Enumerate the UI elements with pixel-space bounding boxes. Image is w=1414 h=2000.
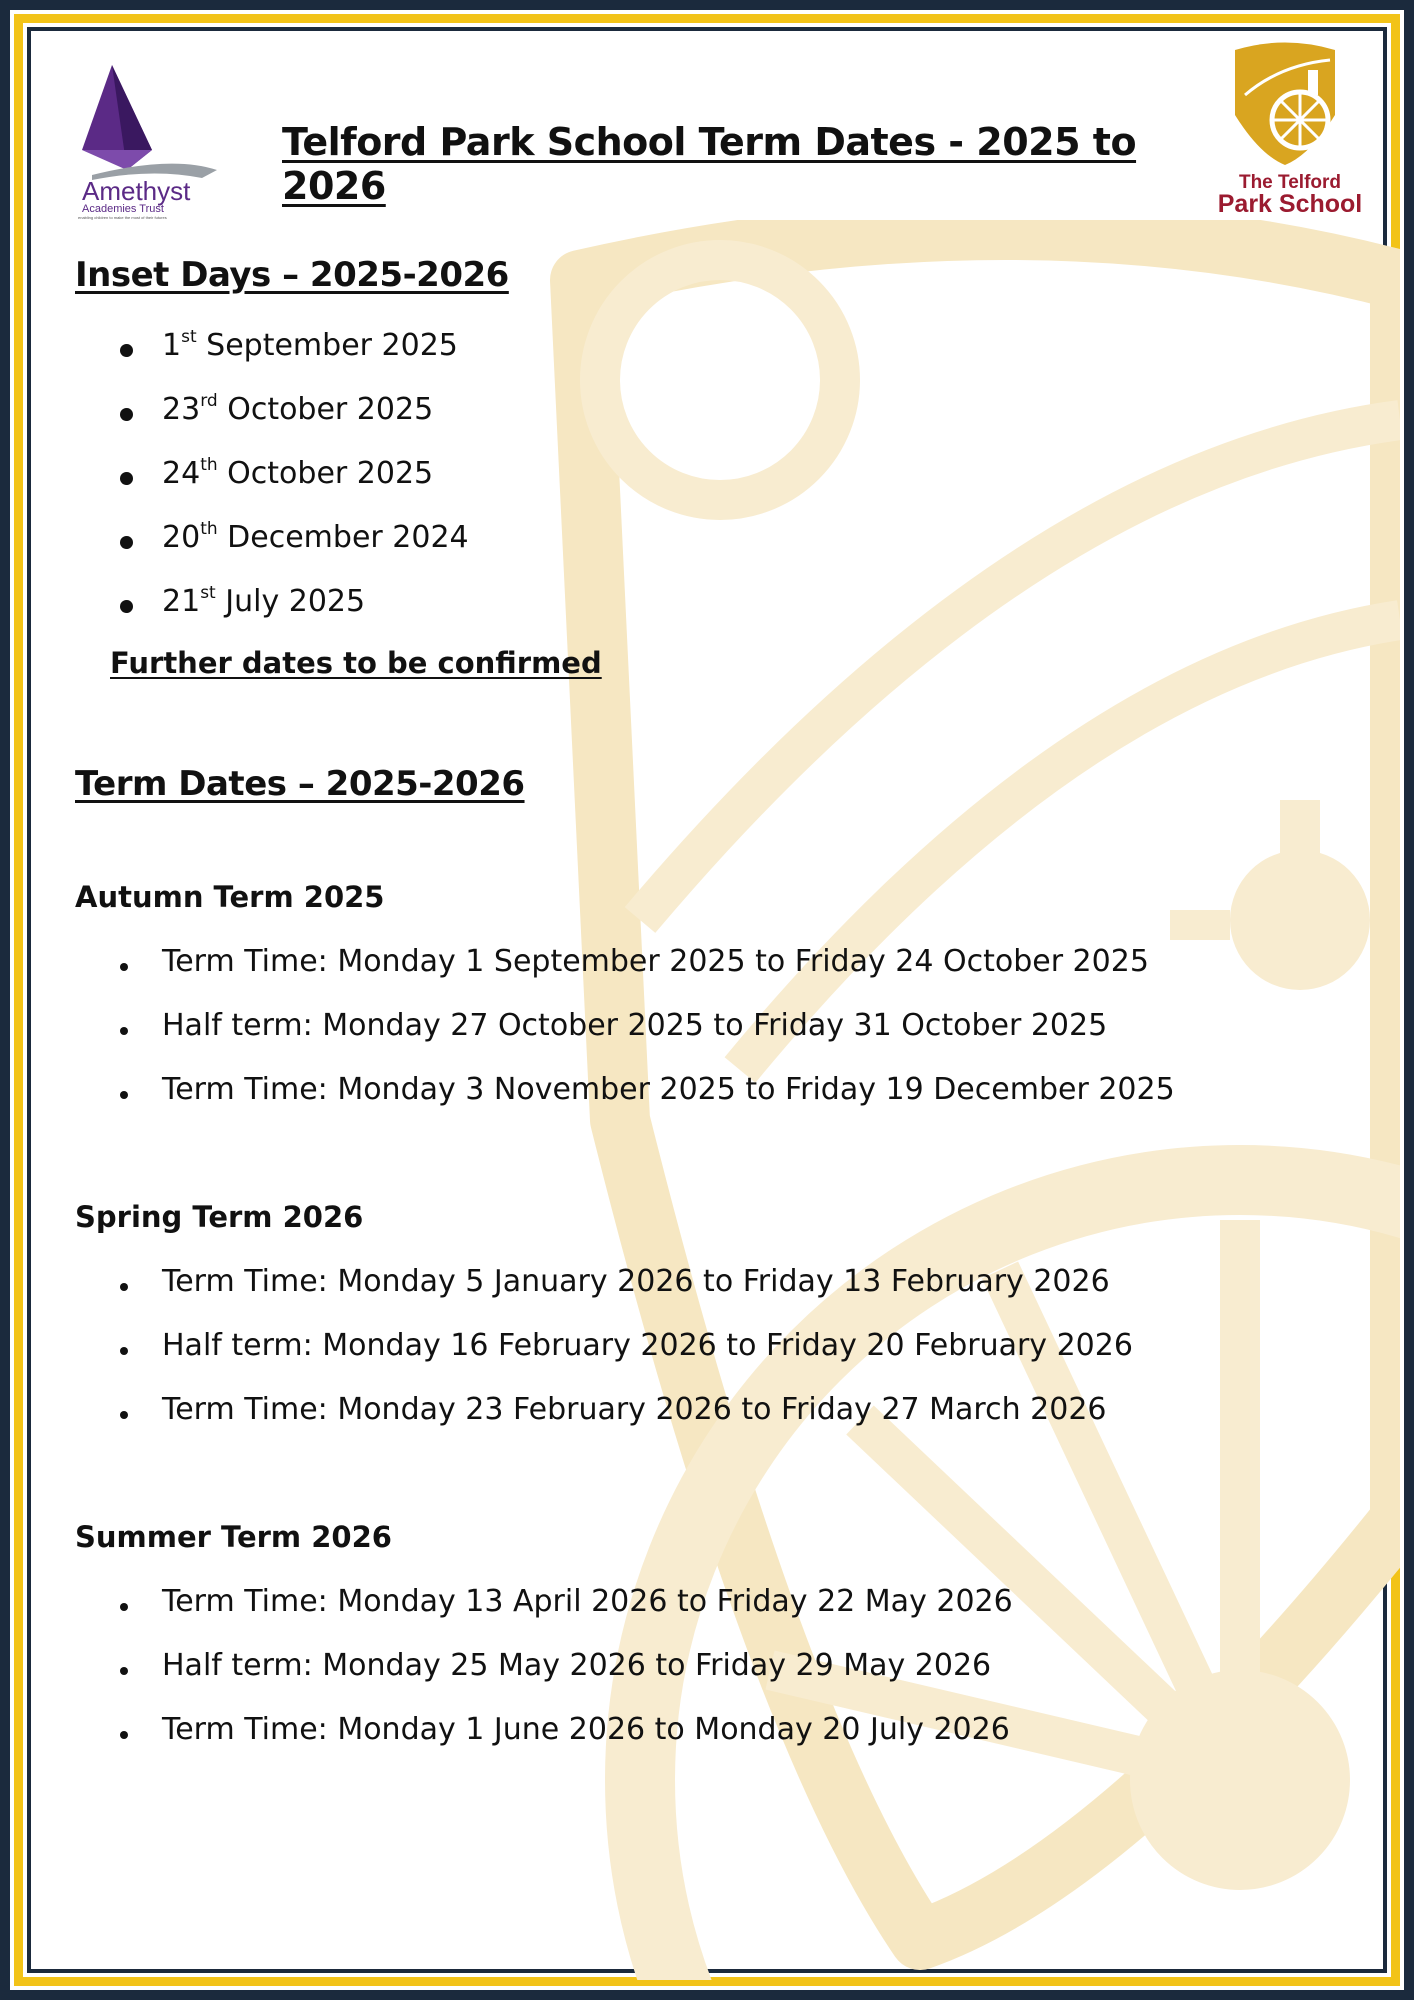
inset-day-suffix: rd xyxy=(200,391,218,411)
bullet-icon xyxy=(120,1667,128,1675)
inset-day-number: 1 xyxy=(162,328,182,363)
inset-days-heading: Inset Days – 2025-2026 xyxy=(75,255,509,295)
inset-day-date: October 2025 xyxy=(217,456,434,491)
term-dates-heading: Term Dates – 2025-2026 xyxy=(75,764,525,804)
term-date-text: Half term: Monday 27 October 2025 to Friday 31 October 2025 xyxy=(162,1008,1108,1043)
term-date-text: Term Time: Monday 13 April 2026 to Friday 22 May 2026 xyxy=(162,1584,1013,1619)
inset-day-number: 21 xyxy=(162,584,201,619)
amethyst-logo xyxy=(52,60,222,220)
bullet-icon xyxy=(120,1603,128,1611)
bullet-icon xyxy=(120,1731,128,1739)
inset-day-date: October 2025 xyxy=(217,392,434,427)
autumn-term-heading: Autumn Term 2025 xyxy=(75,880,385,914)
svg-text:enabling children to make the: enabling children to make the most of their futures xyxy=(78,215,167,220)
inset-day-suffix: st xyxy=(181,327,197,347)
bullet-icon xyxy=(120,536,133,549)
bullet-icon xyxy=(120,1283,128,1291)
summer-term-heading: Summer Term 2026 xyxy=(75,1520,392,1554)
spring-term-heading: Spring Term 2026 xyxy=(75,1200,364,1234)
term-date-text: Term Time: Monday 3 November 2025 to Friday 19 December 2025 xyxy=(162,1072,1175,1107)
inset-day-number: 24 xyxy=(162,456,201,491)
svg-text:Park School: Park School xyxy=(1217,190,1363,215)
term-date-text: Term Time: Monday 5 January 2026 to Friday 13 February 2026 xyxy=(162,1264,1110,1299)
bullet-icon xyxy=(120,344,133,357)
term-date-text: Term Time: Monday 1 June 2026 to Monday 20 July 2026 xyxy=(162,1712,1010,1747)
inset-day-date: September 2025 xyxy=(196,328,458,363)
inset-day-number: 20 xyxy=(162,520,201,555)
svg-text:Academies Trust: Academies Trust xyxy=(82,203,164,215)
inset-day-suffix: th xyxy=(200,455,218,475)
inset-day-suffix: st xyxy=(200,583,216,603)
inset-day-suffix: th xyxy=(200,519,218,539)
page-title: Telford Park School Term Dates - 2025 to 2026 xyxy=(282,120,1137,208)
term-date-text: Term Time: Monday 1 September 2025 to Friday 24 October 2025 xyxy=(162,944,1149,979)
inset-day-date: December 2024 xyxy=(217,520,469,555)
further-dates-note: Further dates to be confirmed xyxy=(110,646,602,680)
term-date-text: Half term: Monday 16 February 2026 to Friday 20 February 2026 xyxy=(162,1328,1133,1363)
telford-park-crest-logo xyxy=(1200,40,1380,215)
svg-text:Amethyst: Amethyst xyxy=(82,176,191,206)
bullet-icon xyxy=(120,600,133,613)
bullet-icon xyxy=(120,963,128,971)
svg-text:The Telford: The Telford xyxy=(1238,172,1342,193)
inset-day-number: 23 xyxy=(162,392,201,427)
bullet-icon xyxy=(120,1347,128,1355)
bullet-icon xyxy=(120,1027,128,1035)
term-date-text: Term Time: Monday 23 February 2026 to Friday 27 March 2026 xyxy=(162,1392,1107,1427)
bullet-icon xyxy=(120,1091,128,1099)
bullet-icon xyxy=(120,408,133,421)
bullet-icon xyxy=(120,1411,128,1419)
term-date-text: Half term: Monday 25 May 2026 to Friday 29 May 2026 xyxy=(162,1648,992,1683)
inset-day-date: July 2025 xyxy=(215,584,366,619)
bullet-icon xyxy=(120,472,133,485)
